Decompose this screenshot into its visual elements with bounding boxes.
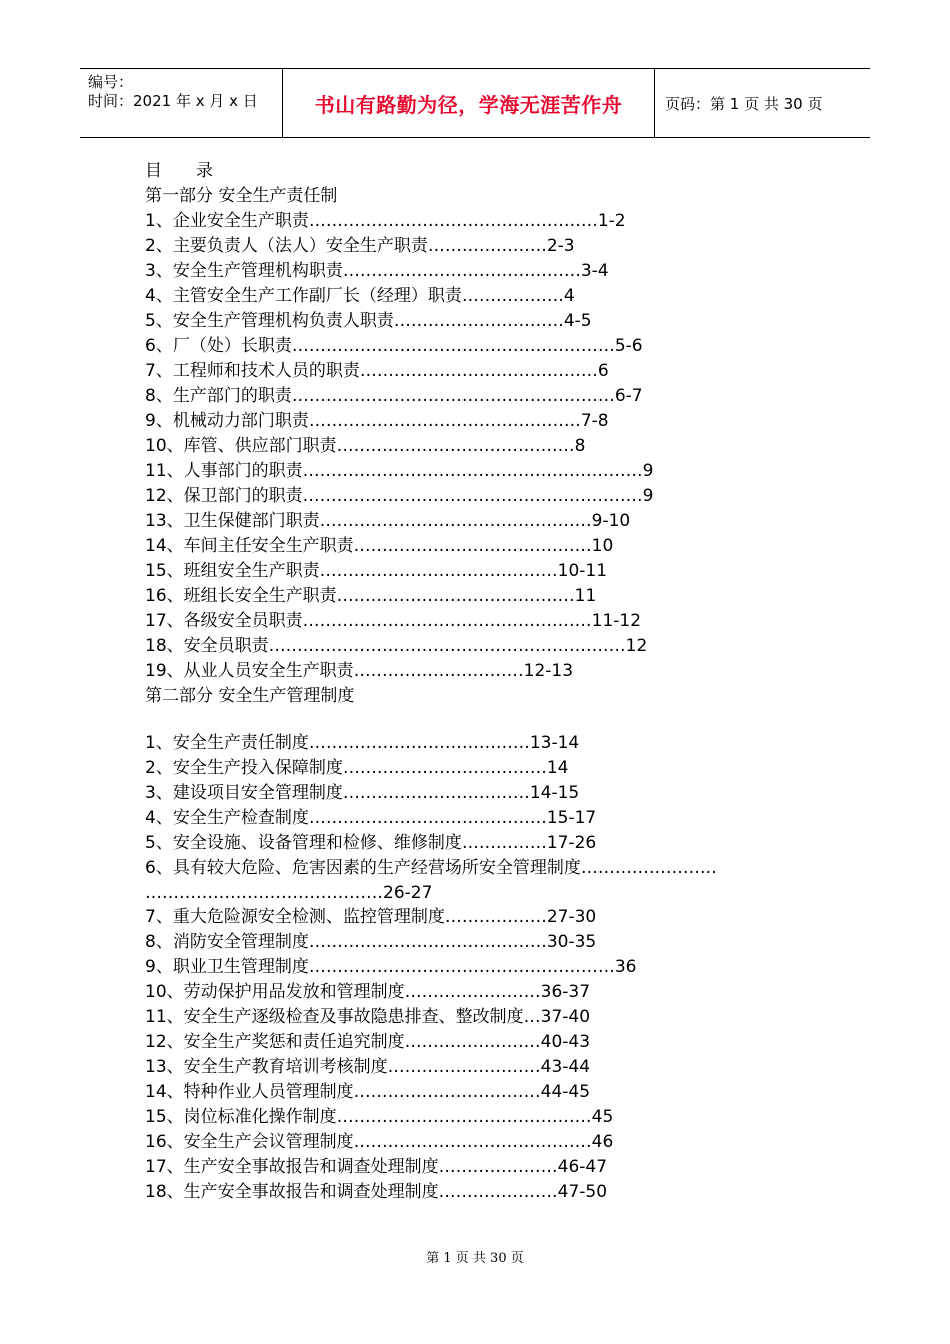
toc-entry: 10、劳动保护用品发放和管理制度……………………36-37 (145, 982, 591, 1002)
toc-entry: 15、岗位标准化操作制度………………………………………45 (145, 1107, 614, 1127)
part1-title: 第一部分 安全生产责任制 (145, 186, 338, 206)
toc-entry: 18、生产安全事故报告和调查处理制度…………………47-50 (145, 1182, 608, 1202)
header-meta (80, 69, 283, 137)
toc-entry: 9、机械动力部门职责…………………………………………7-8 (145, 411, 609, 431)
toc-entry: 17、生产安全事故报告和调查处理制度…………………46-47 (145, 1157, 608, 1177)
header-motto-cell (283, 69, 655, 137)
toc-entry: 6、厂（处）长职责…………………………………………………5-6 (145, 336, 643, 356)
toc-entry: 17、各级安全员职责……………………………………………11-12 (145, 611, 642, 631)
toc-entry: 10、库管、供应部门职责……………………………………8 (145, 436, 586, 456)
toc-entry: 13、安全生产教育培训考核制度………………………43-44 (145, 1057, 591, 1077)
part2-title: 第二部分 安全生产管理制度 (145, 686, 355, 706)
toc-entry-continuation: ……………………………………26-27 (145, 883, 433, 903)
document-time-label: 时间：2021 年 x 月 x 日 (88, 92, 258, 110)
toc-entry: 6、具有较大危险、危害因素的生产经营场所安全管理制度…………………… (145, 858, 717, 878)
toc-entry: 8、生产部门的职责…………………………………………………6-7 (145, 386, 643, 406)
toc-entry: 7、工程师和技术人员的职责……………………………………6 (145, 361, 609, 381)
page-header (80, 68, 870, 138)
toc-entry: 16、班组长安全生产职责……………………………………11 (145, 586, 597, 606)
toc-entry: 11、安全生产逐级检查及事故隐患排查、整改制度…37-40 (145, 1007, 591, 1027)
toc-entry: 16、安全生产会议管理制度……………………………………46 (145, 1132, 614, 1152)
header-page-info (655, 69, 870, 137)
toc-entry: 7、重大危险源安全检测、监控管理制度………………27-30 (145, 907, 597, 927)
toc-entry: 1、企业安全生产职责……………………………………………1-2 (145, 211, 626, 231)
toc-entry: 13、卫生保健部门职责…………………………………………9-10 (145, 511, 631, 531)
toc-entry: 14、特种作业人员管理制度……………………………44-45 (145, 1082, 591, 1102)
toc-title: 目 录 (145, 161, 213, 181)
header-motto: 书山有路勤为径，学海无涯苦作舟 (314, 92, 623, 117)
page-footer: 第 1 页 共 30 页 (426, 1251, 524, 1266)
document-number-label: 编号： (88, 73, 134, 91)
toc-entry: 15、班组安全生产职责……………………………………10-11 (145, 561, 608, 581)
toc-entry: 9、职业卫生管理制度………………………………………………36 (145, 957, 637, 977)
toc-entry: 12、保卫部门的职责……………………………………………………9 (145, 486, 654, 506)
toc-entry: 4、主管安全生产工作副厂长（经理）职责………………4 (145, 286, 575, 306)
toc-entry: 12、安全生产奖惩和责任追究制度……………………40-43 (145, 1032, 591, 1052)
toc-entry: 18、安全员职责………………………………………………………12 (145, 636, 648, 656)
toc-entry: 11、人事部门的职责……………………………………………………9 (145, 461, 654, 481)
toc-entry: 19、从业人员安全生产职责…………………………12-13 (145, 661, 574, 681)
toc-entry: 1、安全生产责任制度…………………………………13-14 (145, 733, 580, 753)
toc-entry: 2、安全生产投入保障制度………………………………14 (145, 758, 569, 778)
toc-entry: 3、安全生产管理机构职责……………………………………3-4 (145, 261, 609, 281)
toc-entry: 3、建设项目安全管理制度……………………………14-15 (145, 783, 580, 803)
toc-entry: 5、安全设施、设备管理和检修、维修制度……………17-26 (145, 833, 597, 853)
toc-entry: 14、车间主任安全生产职责……………………………………10 (145, 536, 614, 556)
toc-entry: 4、安全生产检查制度……………………………………15-17 (145, 808, 597, 828)
toc-entry: 5、安全生产管理机构负责人职责…………………………4-5 (145, 311, 592, 331)
header-page-number: 页码：第 1 页 共 30 页 (665, 94, 823, 113)
toc-entry: 2、主要负责人（法人）安全生产职责…………………2-3 (145, 236, 575, 256)
toc-entry: 8、消防安全管理制度……………………………………30-35 (145, 932, 597, 952)
